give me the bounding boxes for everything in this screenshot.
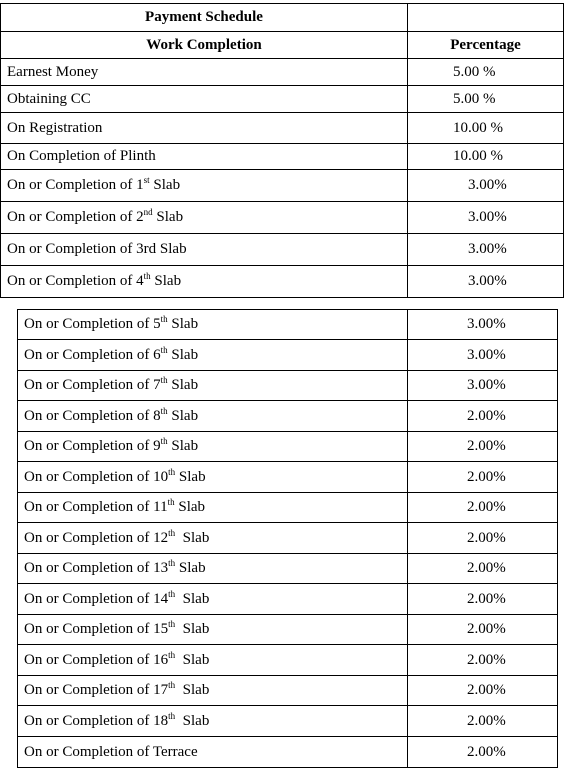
table-row	[18, 645, 558, 676]
table-row	[1, 266, 564, 298]
header-row	[1, 32, 564, 59]
work-stage-label: On or Completion of 13	[24, 560, 169, 576]
work-stage-cell	[1, 86, 408, 113]
work-stage-cell	[18, 310, 408, 340]
percentage-cell	[408, 615, 558, 645]
ordinal-suffix: th	[143, 271, 151, 281]
percentage-cell	[408, 645, 558, 676]
work-stage-label-suffix: Slab	[167, 346, 199, 363]
table-row	[18, 737, 558, 768]
percentage-value: 2.00%	[467, 407, 506, 424]
work-stage-cell	[1, 144, 408, 170]
work-stage-label: On or Completion of 10	[24, 468, 169, 485]
work-stage-label: On or Completion of 2	[7, 209, 144, 225]
work-stage-label: On or Completion of 12	[24, 529, 169, 546]
percentage-value: 2.00%	[467, 438, 506, 454]
percentage-cell	[408, 144, 564, 170]
ordinal-suffix: th	[168, 680, 176, 690]
table-row	[18, 462, 558, 493]
ordinal-suffix: st	[143, 175, 150, 185]
ordinal-suffix: th	[168, 588, 176, 599]
ordinal-suffix: th	[168, 527, 176, 538]
work-stage-cell	[18, 493, 408, 523]
percentage-value: 5.00 %	[453, 63, 496, 80]
work-stage-label: On or Completion of 6	[24, 346, 161, 363]
table-row	[18, 371, 558, 401]
work-stage-cell	[18, 676, 408, 706]
work-stage-label-suffix: Slab	[167, 407, 199, 424]
work-stage-cell	[18, 401, 408, 432]
percentage-value: 2.00%	[467, 621, 506, 637]
table-row	[18, 584, 558, 615]
table-row	[18, 310, 558, 340]
percentage-value: 2.00%	[467, 468, 506, 485]
work-stage-cell	[18, 706, 408, 737]
percentage-cell	[408, 554, 558, 584]
percentage-cell	[408, 371, 558, 401]
table-row	[1, 113, 564, 144]
percentage-cell	[408, 493, 558, 523]
table-row	[18, 554, 558, 584]
work-stage-cell	[1, 202, 408, 234]
work-stage-label: On or Completion of 3rd Slab	[7, 241, 187, 257]
work-stage-label-suffix: Slab	[149, 177, 181, 193]
percentage-value: 3.00%	[468, 241, 507, 257]
percentage-cell	[408, 676, 558, 706]
ordinal-suffix: th	[167, 497, 175, 507]
work-stage-label: On Registration	[7, 119, 103, 136]
percentage-value: 3.00%	[468, 273, 507, 289]
work-stage-label: On or Completion of 17	[24, 682, 169, 698]
table-row	[1, 144, 564, 170]
work-stage-label-suffix: Slab	[167, 377, 199, 393]
percentage-cell	[408, 584, 558, 615]
percentage-value: 2.00%	[467, 560, 506, 576]
work-stage-label: On Completion of Plinth	[7, 148, 156, 164]
table-row	[18, 401, 558, 432]
work-stage-cell	[18, 737, 408, 768]
work-stage-label-suffix: Slab	[167, 316, 199, 332]
table-row	[18, 676, 558, 706]
work-stage-label: On or Completion of 11	[24, 499, 168, 515]
work-stage-cell	[18, 554, 408, 584]
work-stage-cell	[18, 615, 408, 645]
percentage-cell	[408, 59, 564, 86]
table-row	[18, 523, 558, 554]
percentage-value: 3.00%	[467, 346, 506, 363]
table-row	[18, 493, 558, 523]
percentage-cell	[408, 462, 558, 493]
work-stage-label: On or Completion of 1	[7, 177, 144, 193]
percentage-value: 3.00%	[467, 316, 506, 332]
percentage-value: 10.00 %	[453, 119, 503, 136]
table-row	[1, 234, 564, 266]
work-stage-cell	[18, 584, 408, 615]
ordinal-suffix: th	[160, 405, 168, 416]
payment-schedule-table-upper	[0, 3, 564, 298]
work-stage-label-suffix: Slab	[167, 438, 199, 454]
work-stage-label: On or Completion of 18	[24, 712, 169, 729]
work-stage-label: Earnest Money	[7, 63, 99, 80]
work-stage-cell	[1, 234, 408, 266]
payment-schedule-table-lower	[17, 309, 558, 768]
table-row	[18, 706, 558, 737]
ordinal-suffix: th	[168, 619, 176, 629]
work-stage-label-suffix: Slab	[175, 529, 210, 546]
work-stage-cell	[18, 371, 408, 401]
work-stage-label-suffix: Slab	[175, 590, 210, 607]
work-stage-cell	[18, 523, 408, 554]
percentage-cell	[408, 737, 558, 768]
work-stage-label: On or Completion of 5	[24, 316, 161, 332]
work-stage-cell	[18, 432, 408, 462]
percentage-header: Percentage	[408, 32, 564, 59]
work-stage-cell	[1, 170, 408, 202]
percentage-value: 2.00%	[467, 682, 506, 698]
work-stage-label-suffix: Slab	[150, 273, 182, 289]
work-stage-label: On or Completion of 15	[24, 621, 169, 637]
table-row	[18, 615, 558, 645]
work-stage-label: On or Completion of 8	[24, 407, 161, 424]
percentage-cell	[408, 401, 558, 432]
percentage-value: 2.00%	[467, 590, 506, 607]
work-stage-label: On or Completion of 16	[24, 651, 169, 668]
work-stage-label-suffix: Slab	[175, 468, 206, 485]
work-stage-cell	[18, 645, 408, 676]
percentage-cell	[408, 86, 564, 113]
work-stage-cell	[1, 266, 408, 298]
percentage-cell	[408, 432, 558, 462]
work-stage-label: On or Completion of 7	[24, 377, 161, 393]
percentage-cell	[408, 113, 564, 144]
work-stage-cell	[1, 59, 408, 86]
work-stage-label-suffix: Slab	[175, 560, 206, 576]
percentage-cell	[408, 202, 564, 234]
work-stage-label: On or Completion of Terrace	[24, 743, 198, 760]
work-stage-label-suffix: Slab	[175, 651, 210, 668]
work-stage-cell	[1, 113, 408, 144]
ordinal-suffix: th	[168, 710, 176, 721]
ordinal-suffix: th	[160, 344, 168, 355]
ordinal-suffix: th	[160, 314, 168, 324]
table-row	[18, 340, 558, 371]
percentage-cell	[408, 170, 564, 202]
ordinal-suffix: th	[160, 375, 168, 385]
percentage-cell	[408, 266, 564, 298]
percentage-value: 2.00%	[467, 651, 506, 668]
work-stage-cell	[18, 340, 408, 371]
ordinal-suffix: th	[168, 466, 176, 477]
percentage-value: 2.00%	[467, 499, 506, 515]
table-row	[1, 202, 564, 234]
title-row	[1, 4, 564, 32]
work-stage-label-suffix: Slab	[175, 621, 210, 637]
work-stage-label-suffix: Slab	[174, 499, 206, 515]
work-stage-label: On or Completion of 14	[24, 590, 169, 607]
work-stage-label-suffix: Slab	[175, 712, 210, 729]
table-row	[1, 59, 564, 86]
percentage-value: 2.00%	[467, 743, 506, 760]
table-row	[1, 170, 564, 202]
work-stage-label-suffix: Slab	[175, 682, 210, 698]
ordinal-suffix: th	[160, 436, 168, 446]
table-row	[1, 86, 564, 113]
percentage-value: 3.00%	[467, 377, 506, 393]
percentage-cell	[408, 234, 564, 266]
percentage-cell	[408, 523, 558, 554]
work-stage-label-suffix: Slab	[152, 209, 184, 225]
percentage-value: 5.00 %	[453, 90, 496, 107]
percentage-value: 2.00%	[467, 529, 506, 546]
work-stage-label: Obtaining CC	[7, 90, 91, 107]
percentage-value: 3.00%	[468, 209, 507, 225]
percentage-value: 3.00%	[468, 177, 507, 193]
ordinal-suffix: nd	[143, 207, 153, 217]
work-stage-cell	[18, 462, 408, 493]
percentage-value: 2.00%	[467, 712, 506, 729]
work-completion-header: Work Completion	[1, 32, 408, 59]
percentage-cell	[408, 340, 558, 371]
title-row-empty-cell	[408, 4, 564, 32]
percentage-value: 10.00 %	[453, 148, 503, 164]
payment-schedule-title: Payment Schedule	[1, 4, 408, 32]
percentage-cell	[408, 706, 558, 737]
work-stage-label: On or Completion of 4	[7, 273, 144, 289]
ordinal-suffix: th	[168, 558, 176, 568]
ordinal-suffix: th	[168, 649, 176, 660]
table-row	[18, 432, 558, 462]
work-stage-label: On or Completion of 9	[24, 438, 161, 454]
percentage-cell	[408, 310, 558, 340]
